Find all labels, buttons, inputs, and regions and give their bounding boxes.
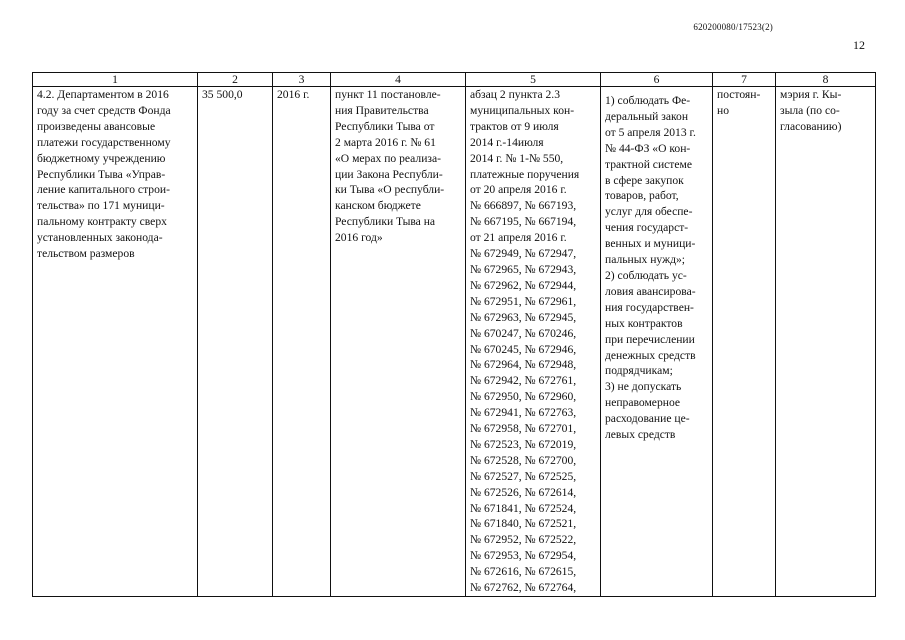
table-header-row bbox=[33, 73, 876, 87]
column-header-5: 5 bbox=[466, 73, 601, 87]
deadline-cell bbox=[713, 87, 776, 597]
violation-description-cell bbox=[33, 87, 198, 597]
amount-cell bbox=[198, 87, 273, 597]
supporting-documents: абзац 2 пункта 2.3 муниципальных кон- трактов от 9 июля 2014 г.-14июля 2014 г. № 1-№ 550, платежные поручения от 20 апреля 2016 г. № 666897, № 667193, № 667195, № 667194, от 21 апреля 2016 г. № 672949, № 672947, № 672965, № 672943, № 672962, № 672944, № 672951, № 672961, № 672963, № 672945, № 670247, № 670246, № 670245, № 672946, № 672964, № 672948, № 672942, № 672761, № 672950, № 672960, № 672941, № 672763, № 672958, № 672701, № 672523, № 672019, № 672528, № 672700, № 672527, № 672525, № 672526, № 672614, № 671841, № 672524, № 671840, № 672521, № 672952, № 672522, № 672953, № 672954, № 672616, № 672615, № 672762, № 672764, bbox=[470, 88, 580, 595]
measures-table bbox=[32, 72, 876, 597]
document-code: 620200080/17523(2) bbox=[693, 22, 773, 32]
period: 2016 г. bbox=[277, 88, 310, 101]
violated-regulation-cell bbox=[331, 87, 466, 597]
column-header-6: 6 bbox=[601, 73, 713, 87]
column-header-3: 3 bbox=[273, 73, 331, 87]
deadline: постоян- но bbox=[717, 88, 761, 117]
recommended-measures: 1) соблюдать Фе- деральный закон от 5 апреля 2013 г. № 44-ФЗ «О кон- трактной системе в сфере закупок товаров, работ, услуг для обеспе- чения государст- венных и муници- пальных нужд»; 2) соблюдать ус- ловия авансирова- ния государствен- ных контрактов при перечислении денежных средств подрядчикам; 3) не допускать неправомерное расходование це- левых средств bbox=[605, 94, 696, 442]
column-header-4: 4 bbox=[331, 73, 466, 87]
column-header-7: 7 bbox=[713, 73, 776, 87]
column-header-1: 1 bbox=[33, 73, 198, 87]
table-row bbox=[33, 87, 876, 597]
page-number: 12 bbox=[853, 38, 865, 52]
violated-regulation: пункт 11 постановле- ния Правительства Республики Тыва от 2 марта 2016 г. № 61 «О мерах по реализа- ции Закона Республи- ки Тыва «О республи- канском бюджете Республики Тыва на 2016 год» bbox=[335, 88, 445, 245]
amount: 35 500,0 bbox=[202, 88, 243, 101]
period-cell bbox=[273, 87, 331, 597]
responsible-party-cell bbox=[776, 87, 876, 597]
responsible-party: мэрия г. Кы- зыла (по со- гласованию) bbox=[780, 88, 842, 133]
violation-description: 4.2. Департаментом в 2016 году за счет средств Фонда произведены авансовые платежи государственному бюджетному учреждению Республики Тыва «Управ- ление капитального строи- тельства» по 171 муници- пальному контракту сверх установленных законода- тельством размеров bbox=[37, 88, 171, 261]
column-header-2: 2 bbox=[198, 73, 273, 87]
column-header-8: 8 bbox=[776, 73, 876, 87]
recommended-measures-cell bbox=[601, 87, 713, 597]
supporting-documents-cell bbox=[466, 87, 601, 597]
